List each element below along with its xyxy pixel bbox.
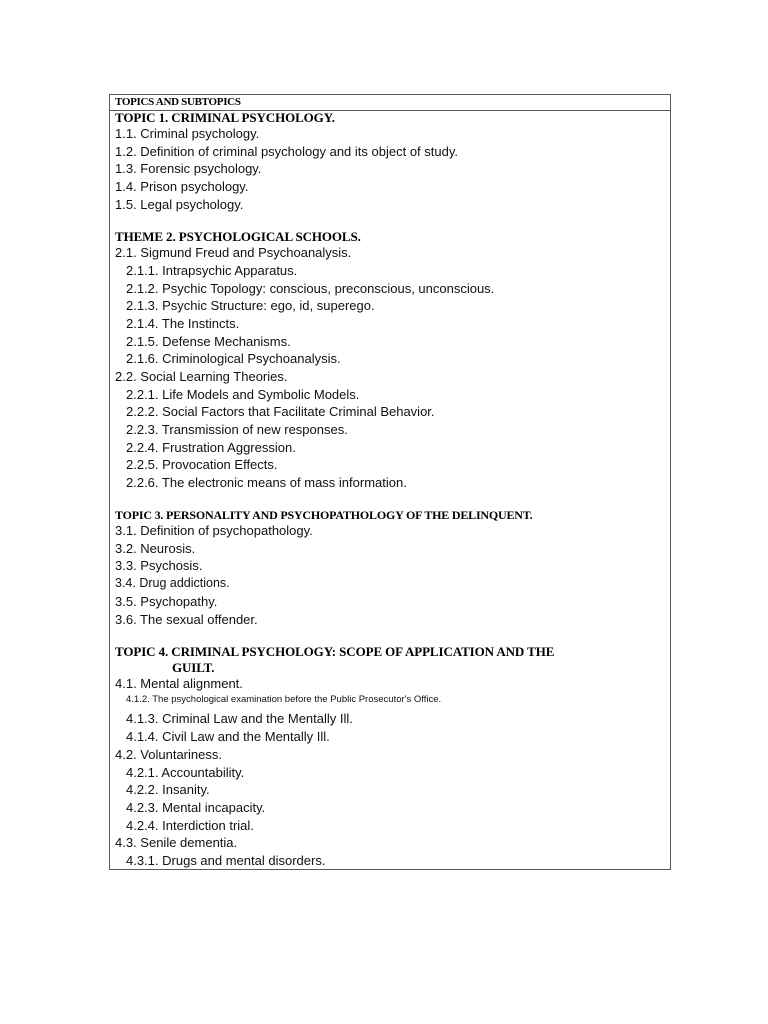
topic-3-item: 3.6. The sexual offender. (115, 612, 258, 627)
topic-1-item: 1.2. Definition of criminal psychology and its object of study. (115, 144, 458, 159)
topic-2-subitem: 2.2.6. The electronic means of mass information. (126, 475, 407, 490)
topic-4-subitem: 4.2.3. Mental incapacity. (126, 800, 266, 815)
topic-3-item: 3.2. Neurosis. (115, 541, 196, 556)
topic-2-subitem: 2.1.3. Psychic Structure: ego, id, superego. (126, 298, 375, 313)
topic-3-item: 3.5. Psychopathy. (115, 594, 218, 609)
topic-2-subitem: 2.1.6. Criminological Psychoanalysis. (126, 351, 341, 366)
topic-4-subitem: 4.1.3. Criminal Law and the Mentally Ill. (126, 711, 353, 726)
topic-3-item: 3.1. Definition of psychopathology. (115, 523, 313, 538)
topic-2-subitem: 2.1.4. The Instincts. (126, 316, 240, 331)
topic-2-subitem: 2.2.4. Frustration Aggression. (126, 440, 296, 455)
topic-4-subitem: 4.3.1. Drugs and mental disorders. (126, 853, 326, 868)
topic-2-subitem: 2.2.5. Provocation Effects. (126, 457, 278, 472)
topic-2-subitem: 2.1.5. Defense Mechanisms. (126, 334, 291, 349)
topic-1-item: 1.3. Forensic psychology. (115, 161, 262, 176)
topic-1-title: TOPIC 1. CRIMINAL PSYCHOLOGY. (115, 110, 335, 125)
topic-4-item: 4.2. Voluntariness. (115, 747, 222, 762)
topic-2-subitem: 2.1.2. Psychic Topology: conscious, preconscious, unconscious. (126, 281, 495, 296)
topic-2-title: THEME 2. PSYCHOLOGICAL SCHOOLS. (115, 229, 361, 244)
topic-3-item: 3.4. Drug addictions. (115, 576, 230, 590)
topic-4-item: 4.3. Senile dementia. (115, 835, 238, 850)
topic-2-item: 2.2. Social Learning Theories. (115, 369, 288, 384)
topic-2-subitem: 2.2.2. Social Factors that Facilitate Criminal Behavior. (126, 404, 435, 419)
topic-1-item: 1.1. Criminal psychology. (115, 126, 260, 141)
topic-2-subitem: 2.2.3. Transmission of new responses. (126, 422, 348, 437)
topic-2-subitem: 2.2.1. Life Models and Symbolic Models. (126, 387, 360, 402)
topic-3-title: TOPIC 3. PERSONALITY AND PSYCHOPATHOLOGY OF THE DELINQUENT. (115, 508, 533, 522)
topic-2-item: 2.1. Sigmund Freud and Psychoanalysis. (115, 245, 352, 260)
topic-4-subitem: 4.1.2. The psychological examination before the Public Prosecutor's Office. (126, 694, 442, 705)
topic-4-subitem: 4.2.4. Interdiction trial. (126, 818, 254, 833)
topic-1-item: 1.4. Prison psychology. (115, 179, 249, 194)
topic-3-item: 3.3. Psychosis. (115, 558, 203, 573)
topic-2-subitem: 2.1.1. Intrapsychic Apparatus. (126, 263, 298, 278)
topic-4-title: TOPIC 4. CRIMINAL PSYCHOLOGY: SCOPE OF APPLICATION AND THE (115, 644, 555, 659)
topic-4-item: 4.1. Mental alignment. (115, 676, 243, 691)
topic-4-subitem: 4.1.4. Civil Law and the Mentally Ill. (126, 729, 330, 744)
topic-1-item: 1.5. Legal psychology. (115, 197, 244, 212)
topic-4-title-continued: GUILT. (172, 660, 215, 675)
topic-4-subitem: 4.2.2. Insanity. (126, 782, 210, 797)
topic-4-subitem: 4.2.1. Accountability. (126, 765, 245, 780)
table-header-label: TOPICS AND SUBTOPICS (115, 96, 241, 108)
table-header-row (110, 95, 670, 111)
